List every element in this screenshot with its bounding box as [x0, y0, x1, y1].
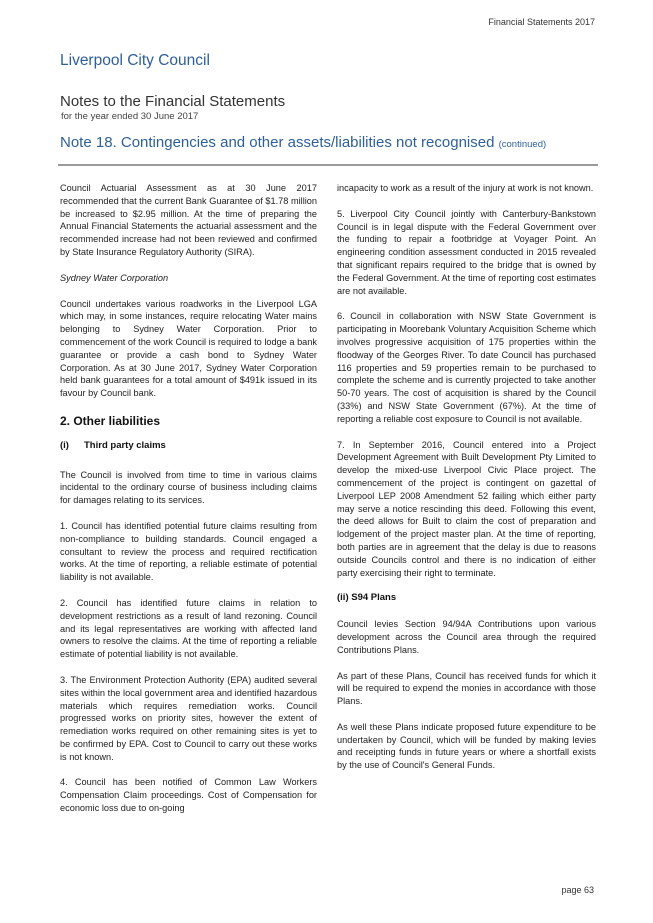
- paragraph: 3. The Environment Protection Authority (EPA) audited several sites within the local government area and identified hazardous materials which requires remediation works. Council progressed works on priority sites, however the extent of remediation works required on other remaining sites is yet to be confirmed by EPA. Cost to Council to carry out these works is not known.: [60, 674, 317, 762]
- paragraph: The Council is involved from time to time in various claims incidental to the ordinary course of business including claims for damages relating to its services.: [60, 469, 317, 506]
- subsection-heading-third-party-claims: [60, 440, 317, 453]
- paragraph: Council levies Section 94/94A Contributions upon various development across the Council area through the required Contributions Plans.: [337, 619, 596, 655]
- paragraph: As part of these Plans, Council has received funds for which it will be required to expend the monies in accordance with those Plans.: [337, 670, 596, 707]
- left-column: [60, 182, 317, 828]
- paragraph: 5. Liverpool City Council jointly with Canterbury-Bankstown Council is in legal dispute with the Federal Government over the funding to repair a footbridge at Voyager Point. An engineering condition assessment conducted in 2015 revealed that significant repairs required to the bridge that is owned by the Federal Government. At the time of reporting cost estimates are not available.: [337, 208, 596, 296]
- paragraph: Council undertakes various roadworks in the Liverpool LGA which may, in some instances, require relocating Water mains belonging to Sydney Water Corporation. Prior to commencement of the work Council is required to lodge a bank guarantee or provide a cash bond to Sydney Water Corporation. As at 30 June 2017, Sydney Water Corporation held bank guarantees for a total amount of $491k issued in its favour by Council bank.: [60, 298, 317, 399]
- sydney-water-heading: Sydney Water Corporation: [60, 272, 169, 283]
- paragraph: As well these Plans indicate proposed future expenditure to be undertaken by Council, which will be funded by making levies and receipting funds in future years or where a shortfall exists by the use of Council's General Funds.: [337, 721, 596, 771]
- paragraph: incapacity to work as a result of the injury at work is not known.: [337, 183, 594, 193]
- right-column: [337, 182, 596, 785]
- paragraph: 1. Council has identified potential future claims resulting from non-compliance to building standards. Council engaged a consultant to review the process and required rectification works. At the time of reporting, a reliable estimate of potential liability is not available.: [60, 520, 317, 583]
- council-name: Liverpool City Council: [60, 52, 210, 69]
- note-heading-text: Note 18. Contingencies and other assets/liabilities not recognised: [60, 134, 495, 151]
- document-title-header: Financial Statements 2017: [488, 17, 595, 27]
- paragraph: 6. Council in collaboration with NSW State Government is participating in Moorebank Voluntary Acquisition Scheme which involves progressive acquisition of 175 properties within the floodway of the Georges River. To date Council has purchased 116 properties and 59 properties remain to be purchased to complete the scheme and is currently projected to take another 50-70 years. The cost of acquisition is shared by the Council (33%) and NSW State Government (67%). At the time of reporting a reliable cost exposure to Council is not available.: [337, 311, 596, 424]
- page-subtitle: for the year ended 30 June 2017: [61, 111, 199, 122]
- paragraph: 7. In September 2016, Council entered into a Project Development Agreement with Built Development Pty Limited to develop the mixed-use Liverpool Civic Place project. The commencement of the project is contingent on gazettal of Liverpool LEP 2008 Amendment 52 failing which either party may serve a notice rescinding this deed. Following this event, the deed allows for Built to claim the cost of preparation and lodgement of the project master plan. At the time of reporting, both parties are in agreement that the delay is due to reasons outside Councils control and there is no indication of either party exercising their right to terminate.: [337, 439, 596, 578]
- note-heading: [60, 134, 546, 151]
- section-heading-other-liabilities: 2. Other liabilities: [60, 413, 161, 428]
- paragraph: Council Actuarial Assessment as at 30 June 2017 recommended that the current Bank Guarantee of $1.78 million be increased to $2.95 million. At the time of preparing the Annual Financial Statements the actuarial assessment and the recommended increase had not been reviewed and confirmed by State Insurance Regulatory Authority (SIRA).: [60, 183, 317, 257]
- page-number: page 63: [561, 885, 594, 895]
- continued-label: (continued): [498, 139, 547, 150]
- page-title: Notes to the Financial Statements: [60, 93, 286, 110]
- subsection-number: (i): [60, 439, 69, 451]
- paragraph: 4. Council has been notified of Common Law Workers Compensation Claim proceedings. Cost of Compensation for economic loss due to on-going: [60, 777, 317, 814]
- subsection-heading-s94-plans: (ii) S94 Plans: [337, 592, 397, 604]
- subsection-title: Third party claims: [84, 439, 166, 451]
- heading-divider: [58, 164, 598, 166]
- paragraph: 2. Council has identified future claims in relation to development restrictions as a result of land rezoning. Council and its legal representatives are working with affected land owners to resolve the claims. At the time of reporting a reliable estimate of potential liability is not available.: [60, 597, 317, 660]
